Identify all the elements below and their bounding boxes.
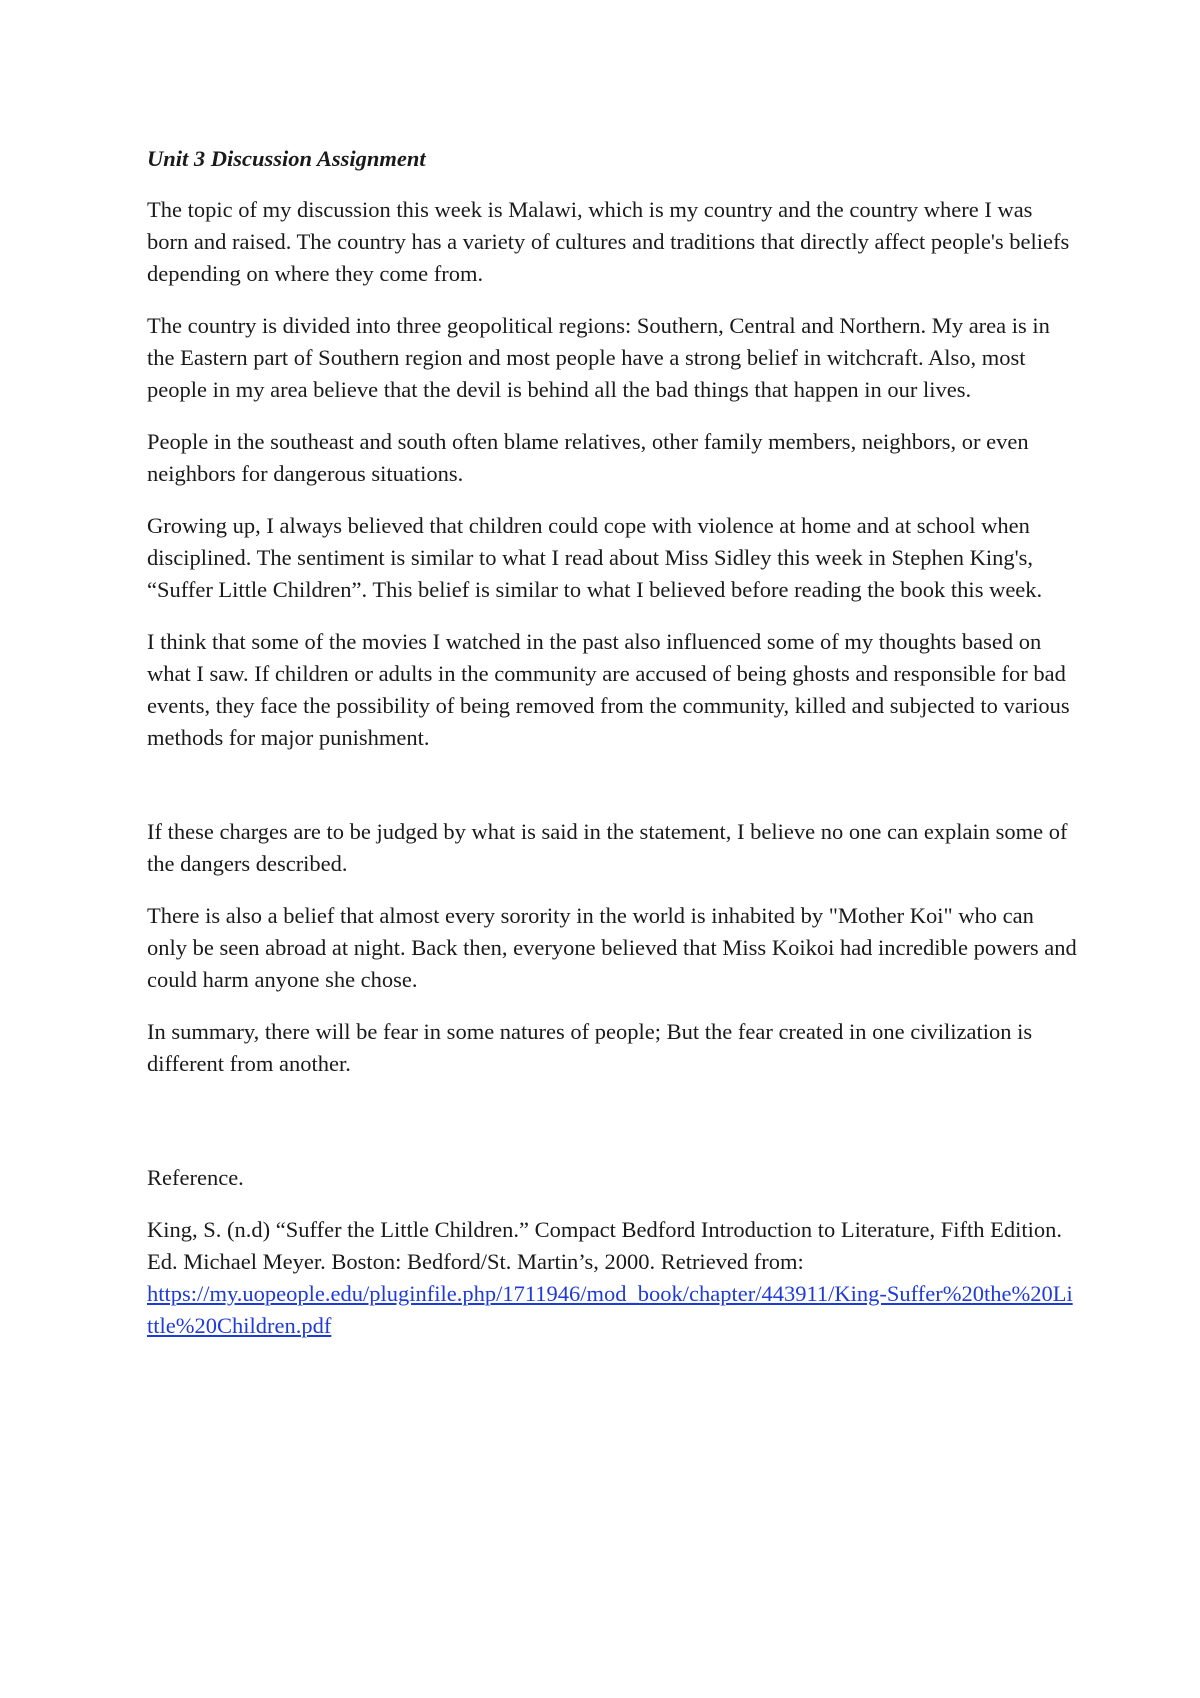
reference-link[interactable]: https://my.uopeople.edu/pluginfile.php/1711946/mod_book/chapter/443911/King-Suffer%20the%20Little%20Children.pdf [147, 1281, 1073, 1338]
document-body [147, 143, 1077, 1362]
reference-entry [147, 1214, 1077, 1342]
paragraph-intro: The topic of my discussion this week is Malawi, which is my country and the country where I was born and raised. The country has a variety of cultures and traditions that directly affect people's beliefs depending on where they come from. [147, 197, 1070, 286]
paragraph-blame: People in the southeast and south often blame relatives, other family members, neighbors, or even neighbors for dangerous situations. [147, 429, 1029, 486]
paragraph-regions: The country is divided into three geopolitical regions: Southern, Central and Northern. My area is in the Eastern part of Southern region and most people have a strong belief in witchcraft. Also, most people in my area believe that the devil is behind all the bad things that happen in our lives. [147, 313, 1050, 402]
reference-text: King, S. (n.d) “Suffer the Little Children.” Compact Bedford Introduction to Literature, Fifth Edition. Ed. Michael Meyer. Boston: Bedford/St. Martin’s, 2000. Retrieved from: [147, 1217, 1063, 1274]
paragraph-growing-up: Growing up, I always believed that children could cope with violence at home and at school when disciplined. The sentiment is similar to what I read about Miss Sidley this week in Stephen King's, “Suffer Little Children”. This belief is similar to what I believed before reading the book this week. [147, 513, 1043, 602]
paragraph-charges: If these charges are to be judged by what is said in the statement, I believe no one can explain some of the dangers described. [147, 819, 1068, 876]
reference-heading: Reference. [147, 1165, 244, 1190]
paragraph-movies: I think that some of the movies I watched in the past also influenced some of my thoughts based on what I saw. If children or adults in the community are accused of being ghosts and responsible for bad events, they face the possibility of being removed from the community, killed and subjected to various methods for major punishment. [147, 629, 1070, 750]
paragraph-summary: In summary, there will be fear in some natures of people; But the fear created in one civilization is different from another. [147, 1019, 1033, 1076]
paragraph-mother-koi: There is also a belief that almost every sorority in the world is inhabited by "Mother Koi" who can only be seen abroad at night. Back then, everyone believed that Miss Koikoi had incredible powers and could harm anyone she chose. [147, 903, 1077, 992]
document-title: Unit 3 Discussion Assignment [147, 146, 426, 171]
